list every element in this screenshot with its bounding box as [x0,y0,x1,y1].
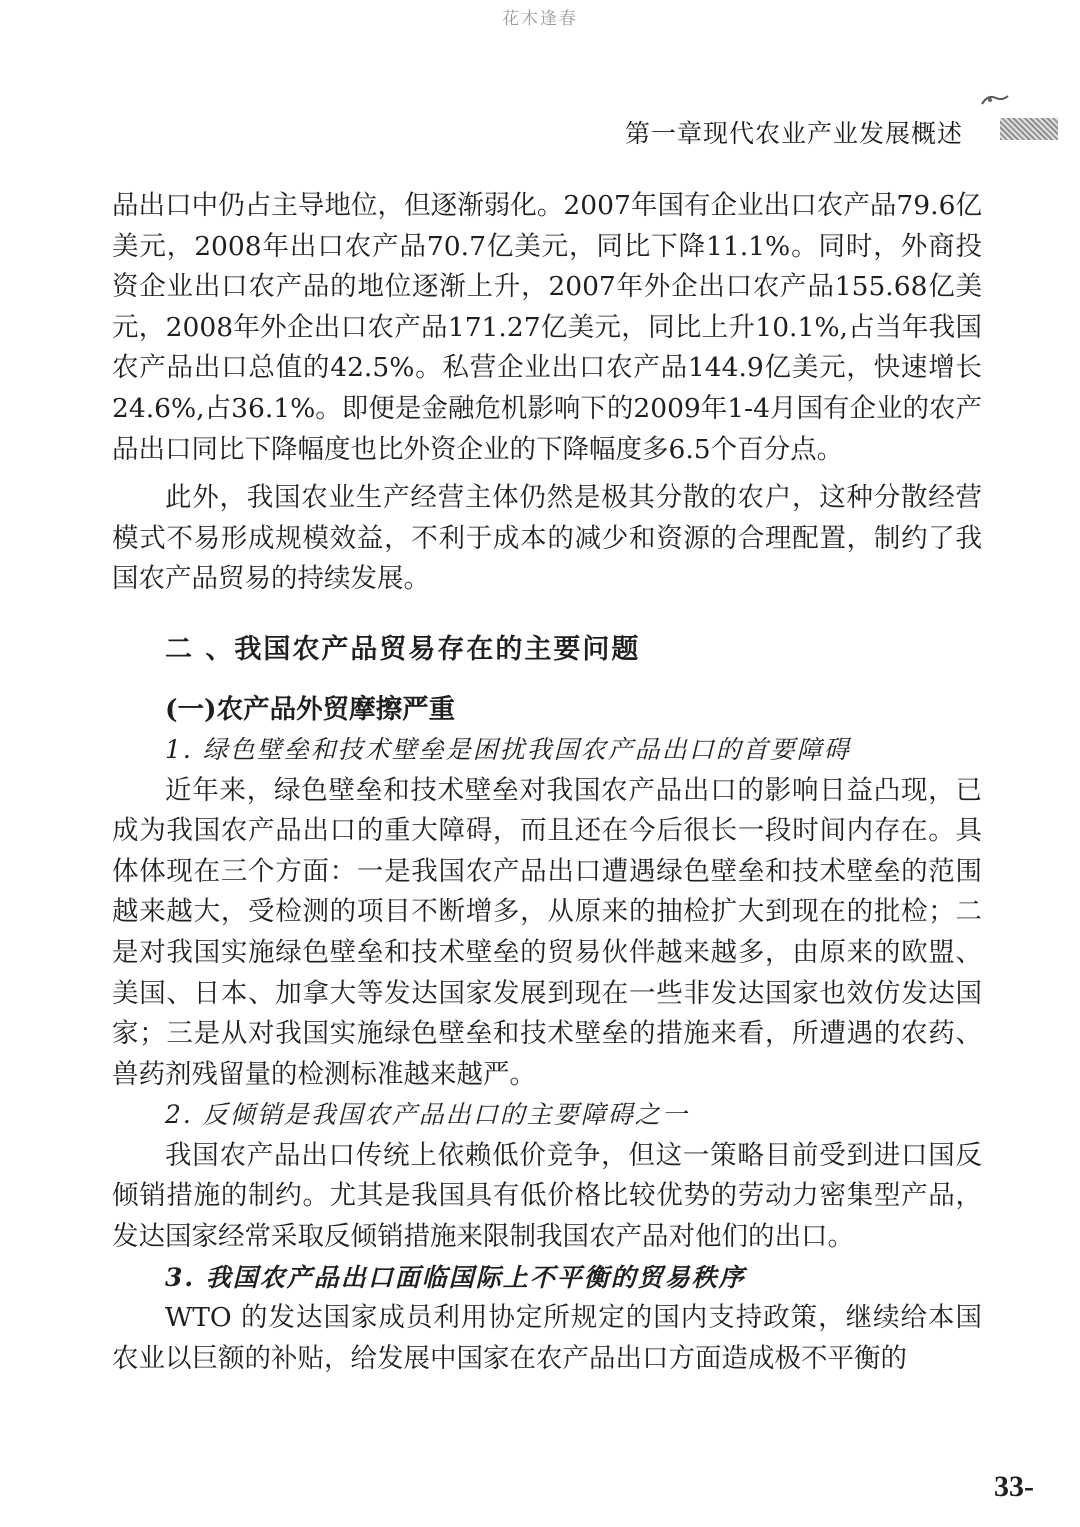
paragraph-5: WTO 的发达国家成员利用协定所规定的国内支持政策，继续给本国农业以巨额的补贴，给发展中国家在农产品出口方面造成极不平衡的 [112,1302,982,1374]
watermark: 花木逢春 [502,9,578,29]
paragraph-3: 近年来，绿色壁垒和技术壁垒对我国农产品出口的影响日益凸现，已成为我国农产品出口的重大障碍，而且还在今后很长一段时间内存在。具体体现在三个方面：一是我国农产品出口遭遇绿色壁垒和技术壁垒的范围越来越大，受检测的项目不断增多，从原来的抽检扩大到现在的批检；二是对我国实施绿色壁垒和技术壁垒的贸易伙伴越来越多，由原来的欧盟、美国、日本、加拿大等发达国家发展到现在一些非发达国家也效仿发达国家；三是从对我国实施绿色壁垒和技术壁垒的措施来看，所遭遇的农药、兽药剂残留量的检测标准越来越严。 [112,774,982,1090]
page-number: 33- [994,1470,1034,1503]
paragraph-1: 品出口中仍占主导地位，但逐渐弱化。2007年国有企业出口农产品79.6亿美元，2008年出口农产品70.7亿美元，同比下降11.1%。同时，外商投资企业出口农产品的地位逐渐上升，2007年外企出口农产品155.68亿美元，2008年外企出口农产品171.27亿美元，同比上升10.1%,占当年我国农产品出口总值的42.5%。私营企业出口农产品144.9亿美元，快速增长24.6%,占36.1%。即便是金融危机影响下的2009年1-4月国有企业的农产品出口同比下降幅度也比外资企业的下降幅度多6.5个百分点。 [112,190,982,465]
page-body [112,186,982,1379]
subsection-heading: (一)农产品外贸摩擦严重 [165,693,456,725]
chapter-title: 第一章现代农业产业发展概述 [624,119,963,148]
paragraph-4: 我国农产品出口传统上依赖低价竞争，但这一策略目前受到进口国反倾销措施的制约。尤其是我国具有低价格比较优势的劳动力密集型产品，发达国家经常采取反倾销措施来限制我国农产品对他们的出口。 [112,1139,982,1253]
paragraph-2: 此外，我国农业生产经营主体仍然是极其分散的农户，这种分散经营模式不易形成规模效益，不利于成本的减少和资源的合理配置，制约了我国农产品贸易的持续发展。 [112,482,982,595]
header-pattern-decoration [1000,118,1058,140]
section-heading: 二 、我国农产品贸易存在的主要问题 [165,633,641,665]
item-heading-1: 1. 绿色壁垒和技术壁垒是困扰我国农产品出口的首要障碍 [165,734,851,764]
item-heading-2: 2. 反倾销是我国农产品出口的主要障碍之一 [165,1100,689,1130]
header-ornament-icon [980,92,1010,108]
item-heading-3: 3. 我国农产品出口面临国际上不平衡的贸易秩序 [165,1262,746,1292]
